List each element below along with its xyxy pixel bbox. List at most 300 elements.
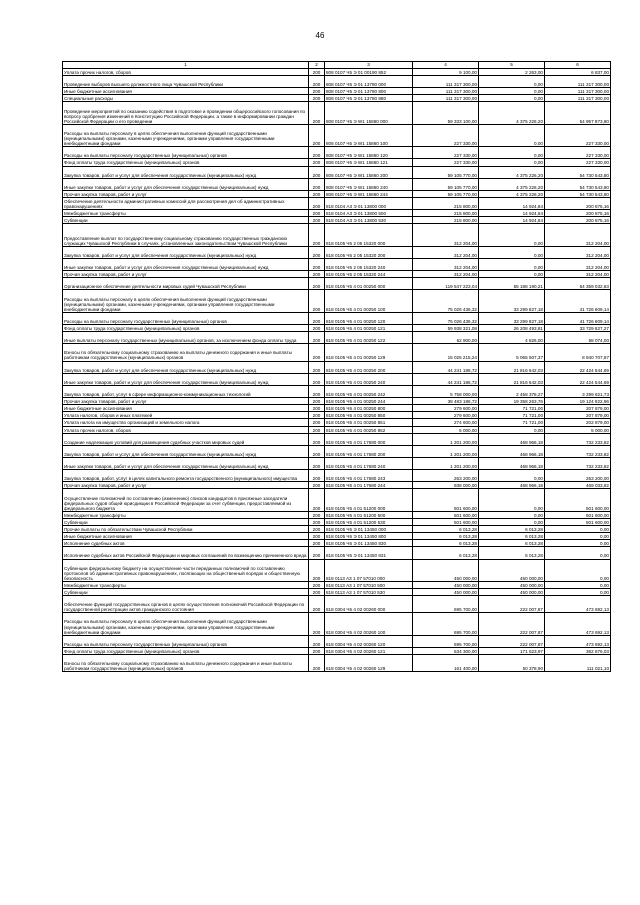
row-remaining-cell: 200 875,16 [545,198,611,210]
row-name-cell: Межбюджетные трансферты [63,581,309,588]
row-name-cell: Закупка товаров, работ и услуг для обеспечения государственных (муниципальных) нужд [63,445,309,457]
row-code-cell: 808 0107 Ч5 Э W1 15860 240 [325,178,413,190]
table-row [63,124,611,146]
row-name-cell: Уплата прочих налогов, сборов [63,426,309,433]
header-row [63,62,611,69]
table-row [63,344,611,361]
row-executed-cell: 55 188 190,21 [479,278,545,290]
table-row [63,69,611,76]
table-row [63,445,611,457]
row-code-cell: 818 0104 А3 Э 01 13800 530 [325,217,413,224]
row-code-cell: 818 0105 Ч5 2 05 15320 000 [325,224,413,246]
row-executed-cell: 468 966,18 [479,457,545,469]
row-executed-cell: 2 263,00 [479,69,545,76]
row-executed-cell: 4 375 226,20 [479,166,545,178]
row-code-cell: 818 0105 Ч5 4 01 51200 500 [325,511,413,518]
budget-table [62,61,611,672]
row-approved-cell: 501 600,00 [413,518,479,525]
row-admin-cell: 200 [309,482,325,489]
table-row [63,482,611,489]
row-executed-cell: 6 013,28 [479,540,545,547]
row-executed-cell: 468 966,18 [479,482,545,489]
row-name-cell: Иные бюджетные ассигнования [63,88,309,95]
row-name-cell: Взносы по обязательному социальному страхованию на выплаты денежного содержания и иные выплаты работникам государственных (муниципальных) органов [63,344,309,361]
row-admin-cell: 200 [309,613,325,635]
row-executed-cell: 4 375 226,20 [479,190,545,197]
row-remaining-cell: 0,00 [545,547,611,559]
row-remaining-cell: 111 317 300,00 [545,76,611,88]
row-code-cell: 818 0105 Ч5 4 01 17680 200 [325,445,413,457]
row-code-cell: 818 0105 Ч5 4 01 00250 100 [325,290,413,312]
row-approved-cell: 312 204,00 [413,246,479,258]
row-admin-cell: 200 [309,412,325,419]
row-code-cell: 808 0107 Ч5 Э W1 15860 000 [325,102,413,124]
row-code-cell: 818 0105 Ч5 Э 01 13450 800 [325,533,413,540]
row-remaining-cell: 469 033,82 [545,482,611,489]
row-remaining-cell: 54 730 543,80 [545,190,611,197]
table-row [63,217,611,224]
row-remaining-cell: 19 124 922,96 [545,398,611,405]
row-admin-cell: 200 [309,312,325,324]
row-remaining-cell: 54 957 873,80 [545,102,611,124]
row-remaining-cell: 0,00 [545,540,611,547]
row-remaining-cell: 200 875,16 [545,217,611,224]
table-row [63,596,611,613]
row-approved-cell: 695 700,00 [413,635,479,647]
row-code-cell: 818 0104 А3 Э 01 13800 500 [325,210,413,217]
row-executed-cell: 0,00 [479,76,545,88]
row-approved-cell: 161 400,00 [413,655,479,672]
table-row [63,547,611,559]
table-row [63,518,611,525]
row-executed-cell: 0,00 [479,489,545,511]
column-header: 6 [545,62,611,69]
row-executed-cell: 4 375 226,20 [479,102,545,124]
row-approved-cell: 59 105 770,00 [413,166,479,178]
table-row [63,613,611,635]
row-executed-cell: 71 721,00 [479,412,545,419]
row-executed-cell: 0,00 [479,426,545,433]
row-executed-cell: 2 458 378,27 [479,385,545,397]
table-row [63,426,611,433]
row-code-cell: 818 0105 Ч5 4 01 51200 530 [325,518,413,525]
row-executed-cell: 0,00 [479,95,545,102]
row-admin-cell: 200 [309,635,325,647]
row-admin-cell: 200 [309,76,325,88]
row-remaining-cell: 312 204,00 [545,271,611,278]
row-name-cell: Субвенции [63,588,309,595]
row-name-cell: Исполнение судебных актов Российской Федерации и мировых соглашений по возмещению причиненного вреда [63,547,309,559]
column-header: 4 [413,62,479,69]
row-code-cell: 818 0304 Ч5 4 02 00260 121 [325,647,413,654]
row-remaining-cell: 3 299 621,73 [545,385,611,397]
row-approved-cell: 534 300,00 [413,647,479,654]
table-row [63,88,611,95]
row-code-cell: 818 0104 А3 Э 01 13800 000 [325,198,413,210]
row-approved-cell: 62 900,00 [413,332,479,344]
row-code-cell: 818 0105 Ч5 4 01 17680 243 [325,470,413,482]
row-admin-cell: 200 [309,445,325,457]
row-name-cell: Иные закупки товаров, работ и услуг для обеспечения государственных (муниципальных) нужд [63,178,309,190]
row-code-cell: 818 0105 Ч5 4 01 17680 000 [325,433,413,445]
row-name-cell: Субвенции федеральному бюджету на осуществление части переданных полномочий по составлению протоколов об административных правонарушениях, посягающих на общественный порядок и общественную безопасность [63,559,309,581]
row-code-cell: 808 0107 Ч5 Э W1 15860 121 [325,159,413,166]
row-name-cell: Иные бюджетные ассигнования [63,405,309,412]
row-code-cell: 818 0105 Ч5 4 01 00250 000 [325,278,413,290]
row-executed-cell: 0,00 [479,124,545,146]
row-admin-cell: 200 [309,588,325,595]
row-approved-cell: 111 317 300,00 [413,95,479,102]
row-code-cell: 818 0105 Ч5 4 01 17680 240 [325,457,413,469]
row-admin-cell: 200 [309,198,325,210]
row-code-cell: 818 0105 Ч5 2 05 15320 240 [325,258,413,270]
row-admin-cell: 200 [309,246,325,258]
row-executed-cell: 14 924,84 [479,217,545,224]
row-executed-cell: 4 375 226,20 [479,178,545,190]
row-name-cell: Организационное обеспечение деятельности мировых судей Чувашской Республики [63,278,309,290]
row-name-cell: Закупка товаров, работ и услуг для обеспечения государственных (муниципальных) нужд [63,246,309,258]
row-name-cell: Прочая закупка товаров, работ и услуг [63,398,309,405]
row-name-cell: Прочие выплаты по обязательствам Чувашской Республики [63,526,309,533]
row-admin-cell: 200 [309,159,325,166]
row-code-cell: 818 0105 Ч5 4 01 00250 121 [325,325,413,332]
row-name-cell: Межбюджетные трансферты [63,210,309,217]
table-row [63,559,611,581]
row-name-cell: Создание надлежащих условий для размещения судебных участков мировых судей [63,433,309,445]
row-approved-cell: 1 201 200,00 [413,433,479,445]
row-executed-cell: 450 000,00 [479,581,545,588]
row-remaining-cell: 111 317 300,00 [545,88,611,95]
row-approved-cell: 111 317 300,00 [413,88,479,95]
row-code-cell: 818 0113 А3 1 07 57010 000 [325,559,413,581]
row-remaining-cell: 312 204,00 [545,246,611,258]
row-name-cell: Закупка товаров, работ и услуг для обеспечения государственных (муниципальных) нужд [63,166,309,178]
row-admin-cell: 200 [309,511,325,518]
row-executed-cell: 71 721,00 [479,405,545,412]
row-admin-cell: 200 [309,190,325,197]
row-approved-cell: 312 204,00 [413,271,479,278]
row-remaining-cell: 64 359 032,83 [545,278,611,290]
row-approved-cell: 5 758 000,00 [413,385,479,397]
row-admin-cell: 200 [309,398,325,405]
row-admin-cell: 200 [309,419,325,426]
row-approved-cell: 215 800,00 [413,210,479,217]
row-admin-cell: 200 [309,147,325,159]
row-admin-cell: 200 [309,540,325,547]
row-approved-cell: 6 013,28 [413,547,479,559]
row-admin-cell: 200 [309,325,325,332]
row-remaining-cell: 6 837,00 [545,69,611,76]
table-row [63,224,611,246]
row-name-cell: Расходы на выплаты персоналу в целях обеспечения выполнения функций государственными (муниципальными) органами, казенными учреждениями, органами управления государственными внебюджетными фондами [63,290,309,312]
row-approved-cell: 938 000,00 [413,482,479,489]
table-row [63,419,611,426]
row-admin-cell: 200 [309,88,325,95]
row-admin-cell: 200 [309,433,325,445]
row-code-cell: 818 0304 Ч5 4 02 00260 000 [325,596,413,613]
row-admin-cell: 200 [309,361,325,373]
row-code-cell: 818 0113 А3 1 07 57010 500 [325,581,413,588]
row-approved-cell: 450 000,00 [413,588,479,595]
row-approved-cell: 38 483 186,72 [413,398,479,405]
row-admin-cell: 200 [309,596,325,613]
row-approved-cell: 279 600,00 [413,405,479,412]
row-executed-cell: 19 358 263,76 [479,398,545,405]
row-name-cell: Расходы на выплаты персоналу государственных (муниципальных) органов [63,312,309,324]
row-approved-cell: 1 201 200,00 [413,457,479,469]
row-executed-cell: 171 623,97 [479,647,545,654]
row-executed-cell: 21 816 642,03 [479,361,545,373]
table-row [63,198,611,210]
table-row [63,312,611,324]
row-name-cell: Субвенции [63,217,309,224]
row-approved-cell: 227 330,00 [413,147,479,159]
table-row [63,581,611,588]
row-remaining-cell: 473 692,13 [545,635,611,647]
table-row [63,412,611,419]
row-code-cell: 808 0107 Ч5 Э 01 13780 800 [325,88,413,95]
row-name-cell: Уплата налога на имущество организаций и земельного налога [63,419,309,426]
row-name-cell: Проведение выборов высшего должностного лица Чувашской Республики [63,76,309,88]
row-executed-cell: 0,00 [479,147,545,159]
row-code-cell: 818 0105 Ч5 Э 01 13450 831 [325,547,413,559]
row-admin-cell: 200 [309,278,325,290]
row-remaining-cell: 200 875,16 [545,210,611,217]
row-remaining-cell: 58 074,00 [545,332,611,344]
row-executed-cell: 222 007,87 [479,635,545,647]
row-approved-cell: 215 800,00 [413,198,479,210]
row-approved-cell: 119 547 223,04 [413,278,479,290]
row-approved-cell: 501 600,00 [413,489,479,511]
row-approved-cell: 15 025 215,24 [413,344,479,361]
row-executed-cell: 222 007,87 [479,613,545,635]
table-row [63,166,611,178]
row-executed-cell: 0,00 [479,159,545,166]
row-code-cell: 818 0105 Ч5 Э 01 13450 000 [325,526,413,533]
row-name-cell: Фонд оплаты труда государственных (муниципальных) органов [63,325,309,332]
row-name-cell: Специальные расходы [63,95,309,102]
row-remaining-cell: 207 879,00 [545,405,611,412]
row-executed-cell: 468 966,18 [479,445,545,457]
row-admin-cell: 200 [309,217,325,224]
row-admin-cell: 200 [309,258,325,270]
row-remaining-cell: 263 200,00 [545,470,611,482]
row-code-cell: 808 0107 Ч5 Э 01 13780 880 [325,95,413,102]
table-row [63,540,611,547]
column-header: 5 [479,62,545,69]
table-row [63,405,611,412]
row-executed-cell: 6 013,28 [479,533,545,540]
row-approved-cell: 263 200,00 [413,470,479,482]
row-admin-cell: 200 [309,533,325,540]
row-executed-cell: 0,00 [479,271,545,278]
table-row [63,76,611,88]
row-code-cell: 808 0107 Ч5 Э W1 15860 244 [325,190,413,197]
row-code-cell: 808 0107 Ч5 Э 01 13780 000 [325,76,413,88]
row-remaining-cell: 22 424 544,69 [545,373,611,385]
row-approved-cell: 274 600,00 [413,419,479,426]
row-approved-cell: 75 026 436,32 [413,290,479,312]
row-name-cell: Иные бюджетные ассигнования [63,533,309,540]
row-executed-cell: 33 299 827,18 [479,290,545,312]
row-approved-cell: 75 026 436,32 [413,312,479,324]
row-remaining-cell: 54 730 543,80 [545,178,611,190]
table-row [63,271,611,278]
row-remaining-cell: 501 600,00 [545,489,611,511]
row-code-cell: 818 0105 Ч5 2 05 15320 200 [325,246,413,258]
row-name-cell: Предоставление выплат по государственному социальному страхованию государственных гражданских служащих Чувашской Республики в случаях, установленных законодательством Чувашской Республики [63,224,309,246]
row-executed-cell: 71 721,00 [479,419,545,426]
row-executed-cell: 0,00 [479,470,545,482]
row-remaining-cell: 54 730 543,80 [545,166,611,178]
row-code-cell: 818 0113 А3 1 07 57010 530 [325,588,413,595]
row-admin-cell: 200 [309,332,325,344]
row-name-cell: Иные закупки товаров, работ и услуг для обеспечения государственных (муниципальных) нужд [63,457,309,469]
row-code-cell: 818 0105 Ч5 4 01 17680 244 [325,482,413,489]
row-remaining-cell: 22 424 544,69 [545,361,611,373]
row-remaining-cell: 0,00 [545,526,611,533]
table-row [63,511,611,518]
row-executed-cell: 50 378,90 [479,655,545,672]
row-name-cell: Иные закупки товаров, работ и услуг для обеспечения государственных (муниципальных) нужд [63,258,309,270]
row-remaining-cell: 312 204,00 [545,224,611,246]
table-row [63,278,611,290]
row-remaining-cell: 5 000,00 [545,426,611,433]
table-row [63,190,611,197]
table-row [63,398,611,405]
row-admin-cell: 200 [309,224,325,246]
row-executed-cell: 14 924,84 [479,210,545,217]
row-admin-cell: 200 [309,426,325,433]
row-name-cell: Закупка товаров, работ и услуг для обеспечения государственных (муниципальных) нужд [63,361,309,373]
row-remaining-cell: 111 317 300,00 [545,95,611,102]
table-row [63,457,611,469]
row-remaining-cell: 732 233,82 [545,433,611,445]
table-row [63,470,611,482]
row-code-cell: 808 0107 Ч5 Э W1 15860 100 [325,124,413,146]
row-code-cell: 808 0107 Ч5 Э W1 15860 200 [325,166,413,178]
row-admin-cell: 200 [309,559,325,581]
row-admin-cell: 200 [309,470,325,482]
row-approved-cell: 44 241 186,72 [413,373,479,385]
row-name-cell: Иные выплаты персоналу государственных (муниципальных) органов, за исключением фонда оплаты труда [63,332,309,344]
row-remaining-cell: 501 600,00 [545,511,611,518]
row-remaining-cell: 312 204,00 [545,258,611,270]
row-remaining-cell: 473 692,13 [545,613,611,635]
table-row [63,332,611,344]
row-approved-cell: 111 317 300,00 [413,76,479,88]
row-admin-cell: 200 [309,526,325,533]
row-admin-cell: 200 [309,69,325,76]
row-approved-cell: 9 100,00 [413,69,479,76]
row-executed-cell: 14 924,84 [479,198,545,210]
row-name-cell: Обеспечение деятельности административных комиссий для рассмотрения дел об административных правонарушениях [63,198,309,210]
row-remaining-cell: 111 021,10 [545,655,611,672]
table-row [63,433,611,445]
row-code-cell: 818 0105 Ч5 4 01 00250 122 [325,332,413,344]
row-remaining-cell: 732 233,82 [545,457,611,469]
row-executed-cell: 6 013,28 [479,547,545,559]
row-remaining-cell: 33 729 827,27 [545,325,611,332]
row-admin-cell: 200 [309,655,325,672]
row-name-cell: Закупка товаров, работ, услуг в целях капитального ремонта государственного (муниципального) имущества [63,470,309,482]
row-executed-cell: 450 000,00 [479,559,545,581]
row-admin-cell: 200 [309,373,325,385]
row-admin-cell: 200 [309,290,325,312]
row-admin-cell: 200 [309,385,325,397]
row-remaining-cell: 0,00 [545,581,611,588]
row-executed-cell: 468 966,18 [479,433,545,445]
row-code-cell: 808 0107 Ч5 Э W1 15860 120 [325,147,413,159]
row-name-cell: Фонд оплаты труда государственных (муниципальных) органов [63,647,309,654]
row-code-cell: 818 0304 Ч5 4 02 00260 129 [325,655,413,672]
row-name-cell: Субвенции [63,518,309,525]
row-executed-cell: 0,00 [479,246,545,258]
row-name-cell: Обеспечение функций государственных органов в целях осуществления полномочий Российской Федерации по государственной регистрации актов гражданского состояния [63,596,309,613]
table-row [63,210,611,217]
row-code-cell: 818 0105 Ч5 4 01 00250 129 [325,344,413,361]
row-name-cell: Иные закупки товаров, работ и услуг для обеспечения государственных (муниципальных) нужд [63,373,309,385]
table-row [63,246,611,258]
row-admin-cell: 200 [309,489,325,511]
row-remaining-cell: 8 940 707,87 [545,344,611,361]
row-approved-cell: 6 013,28 [413,526,479,533]
table-row [63,655,611,672]
row-code-cell: 818 0105 Ч5 4 01 00250 200 [325,361,413,373]
table-row [63,526,611,533]
table-row [63,159,611,166]
row-name-cell: Прочая закупка товаров, работ и услуг [63,271,309,278]
row-approved-cell: 227 330,00 [413,124,479,146]
row-code-cell: 818 0105 Ч5 4 01 00250 240 [325,373,413,385]
row-code-cell: 818 0105 Ч5 4 01 00250 850 [325,412,413,419]
row-name-cell: Осуществление полномочий по составлению (изменению) списков кандидатов в присяжные заседатели федеральных судов общей юрисдикции в Российской Федерации за счет субвенции, предоставляемой из федерального бюджета [63,489,309,511]
row-executed-cell: 222 007,87 [479,596,545,613]
row-approved-cell: 312 204,00 [413,224,479,246]
row-admin-cell: 200 [309,210,325,217]
row-code-cell: 818 0105 Ч5 Э 01 13450 830 [325,540,413,547]
table-row [63,95,611,102]
row-executed-cell: 450 000,00 [479,588,545,595]
row-name-cell: Исполнение судебных актов [63,540,309,547]
row-name-cell: Расходы на выплаты персоналу государственных (муниципальных) органов [63,635,309,647]
row-executed-cell: 0,00 [479,511,545,518]
row-remaining-cell: 0,00 [545,533,611,540]
row-approved-cell: 215 800,00 [413,217,479,224]
row-approved-cell: 279 600,00 [413,412,479,419]
table-row [63,385,611,397]
row-code-cell: 818 0105 Ч5 4 01 00250 852 [325,426,413,433]
row-approved-cell: 59 938 321,08 [413,325,479,332]
row-name-cell: Уплата налогов, сборов и иных платежей [63,412,309,419]
page-number: 46 [315,31,325,40]
row-approved-cell: 450 000,00 [413,581,479,588]
row-executed-cell: 6 013,28 [479,526,545,533]
row-executed-cell: 4 826,00 [479,332,545,344]
row-name-cell: Взносы по обязательному социальному страхованию на выплаты денежного содержания и иные выплаты работникам государственных (муниципальных) органов [63,655,309,672]
table-row [63,102,611,124]
row-remaining-cell: 0,00 [545,588,611,595]
row-code-cell: 818 0105 Ч5 4 01 00250 242 [325,385,413,397]
row-approved-cell: 5 000,00 [413,426,479,433]
row-admin-cell: 200 [309,647,325,654]
row-admin-cell: 200 [309,102,325,124]
table-row [63,258,611,270]
row-name-cell: Расходы на выплаты персоналу в целях обеспечения выполнения функций государственными (муниципальными) органами, казенными учреждениями, органами управления государственными внебюджетными фондами [63,613,309,635]
row-code-cell: 818 0105 Ч5 2 05 15320 244 [325,271,413,278]
row-approved-cell: 312 204,00 [413,258,479,270]
row-code-cell: 818 0105 Ч5 4 01 51200 000 [325,489,413,511]
